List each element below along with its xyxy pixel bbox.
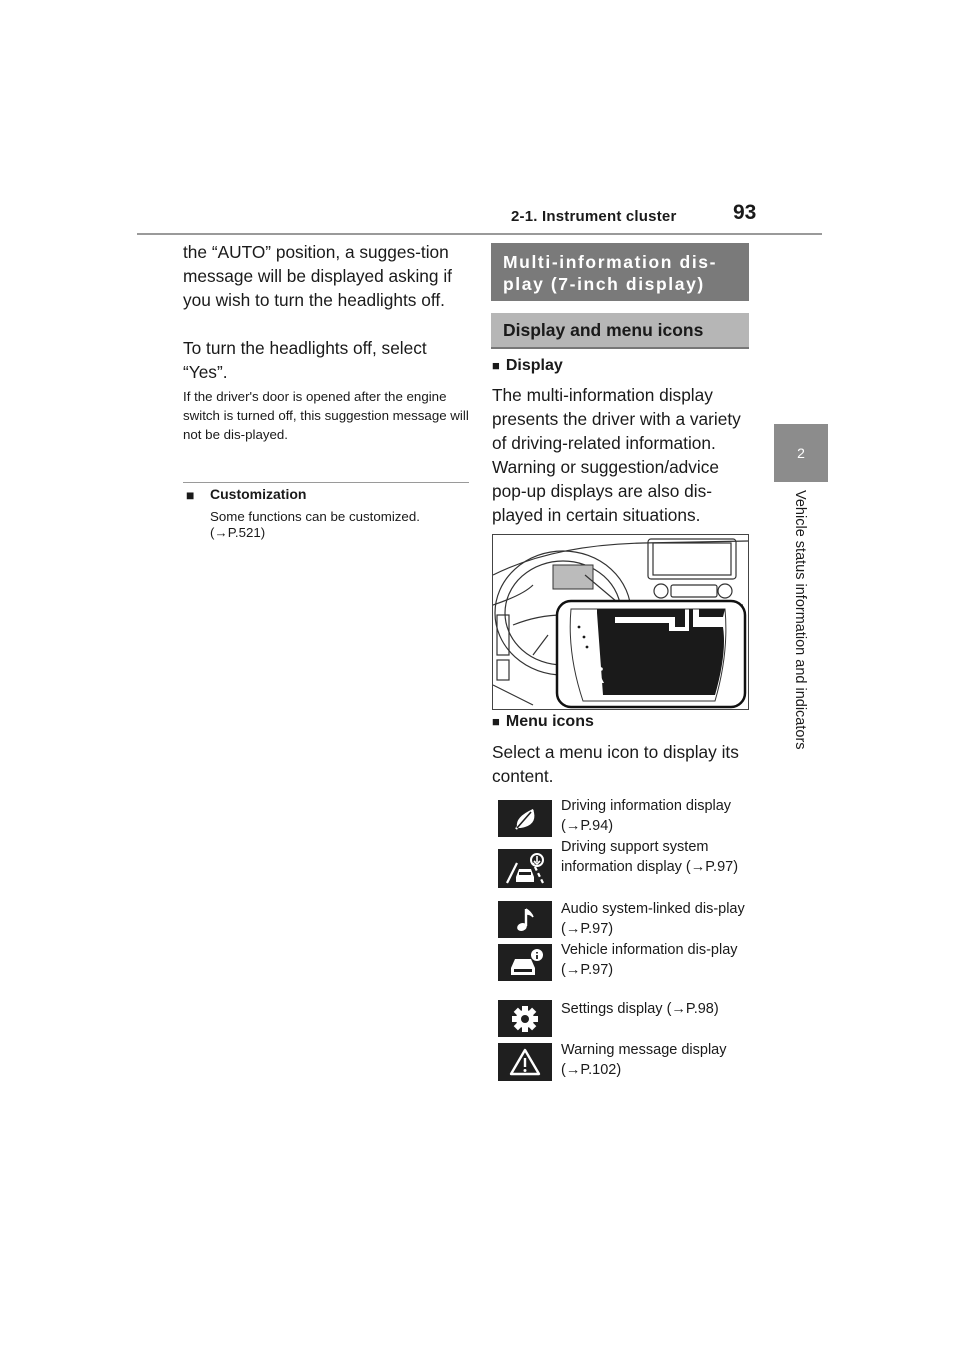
leaf-icon [498,800,552,837]
chapter-title-wrapper [774,490,828,810]
warning-triangle-icon [498,1043,552,1081]
menu-icon-desc: Warning message display (→P.102) [561,1042,727,1078]
note-divider [183,482,469,483]
header-divider [137,233,822,235]
section-title: 2-1. Instrument cluster [511,208,677,225]
chapter-title: Vehicle status information and indicators [792,490,808,750]
music-note-icon [498,901,552,938]
customization-text: Some functions can be customized. (→P.521) [210,509,420,540]
chapter-tab[interactable] [774,424,828,482]
menu-icons-subheading [492,713,594,731]
driving-support-icon [498,849,552,888]
chapter-number: 2 [797,445,805,461]
menu-icon-desc: Vehicle information dis-play (→P.97) [561,942,738,978]
display-subheading [492,357,563,375]
menu-icon-desc: Driving support system information display (→P.97) [561,839,739,875]
bullet-square: ■ [492,714,500,729]
headlight-suggestion-text: the “AUTO” position, a sugges-tion message will be displayed asking if you wish to turn the headlights off. [183,242,452,310]
display-description: The multi-information display presents the driver with a variety of driving-related information. [492,385,741,453]
gear-icon [498,1000,552,1037]
bullet-square: ■ [492,358,500,373]
menu-icon-desc: Settings display (→P.98) [561,1001,719,1017]
menu-heading-text: Menu icons [505,713,594,730]
menu-icon-desc: Audio system-linked dis-play (→P.97) [561,901,745,937]
dashboard-drawing [493,535,749,710]
dashboard-illustration [492,534,749,710]
page-number: 93 [733,201,757,224]
display-heading-text: Display [505,357,563,374]
popup-description: Warning or suggestion/advice pop-up displays are also dis-played in certain situations. [492,457,720,525]
customization-heading: Customization [210,486,307,502]
multi-information-heading: Multi-information dis-play (7-inch display) [491,243,749,301]
door-note: If the driver's door is opened after the engine switch is turned off, this suggestion message will not be dis-played. [183,389,469,442]
bullet-square: ■ [186,487,195,503]
display-menu-icons-heading: Display and menu icons [491,313,749,349]
menu-description: Select a menu icon to display its content. [492,742,739,786]
menu-icon-desc: Driving information display (→P.94) [561,798,732,834]
turn-off-instruction: To turn the headlights off, select “Yes”. [183,338,427,382]
vehicle-info-icon [498,944,552,981]
